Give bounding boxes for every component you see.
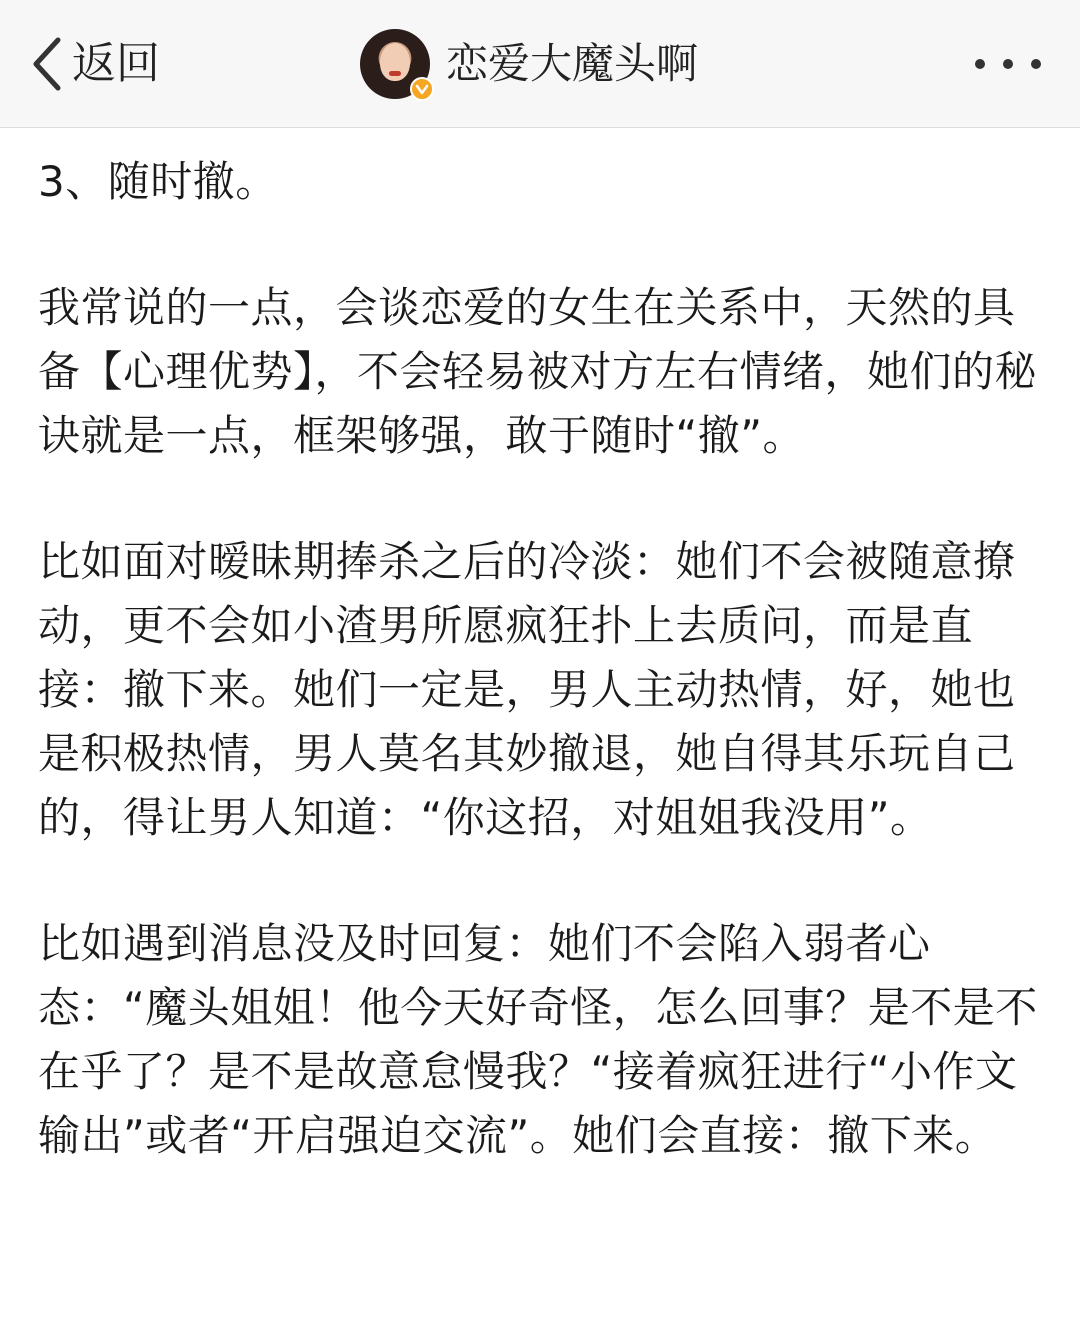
back-label: 返回 — [72, 38, 160, 89]
paragraph-heading: 3、随时撤。 — [38, 157, 278, 206]
chevron-left-icon — [30, 34, 64, 94]
back-button[interactable] — [30, 30, 160, 98]
username[interactable]: 恋爱大魔头啊 — [446, 39, 699, 88]
post-content — [38, 150, 1048, 1230]
paragraph: 比如面对暧昧期捧杀之后的冷淡：她们不会被随意撩动，更不会如小渣男所愿疯狂扑上去质问，而是直接：撤下来。她们一定是，男人主动热情，好，她也是积极热情，男人莫名其妙撤退，她自得其乐玩自己的，得让男人知道：“你这招，对姐姐我没用”。 — [38, 537, 1016, 842]
paragraph: 比如遇到消息没及时回复：她们不会陷入弱者心态：“魔头姐姐！他今天好奇怪，怎么回事？是不是不在乎了？是不是故意怠慢我？“接着疯狂进行“小作文输出”或者“开启强迫交流”。她们会直接：撤下来。 — [38, 919, 1038, 1160]
paragraph: 我常说的一点，会谈恋爱的女生在关系中，天然的具备【心理优势】，不会轻易被对方左右情绪，她们的秘诀就是一点，框架够强，敢于随时“撤”。 — [38, 283, 1038, 460]
avatar-lips — [389, 71, 401, 76]
more-dots-icon[interactable] — [972, 52, 1044, 76]
avatar[interactable] — [360, 29, 430, 99]
top-navigation-bar — [0, 0, 1080, 128]
profile-header[interactable] — [360, 28, 698, 100]
verified-badge-icon — [410, 77, 434, 101]
